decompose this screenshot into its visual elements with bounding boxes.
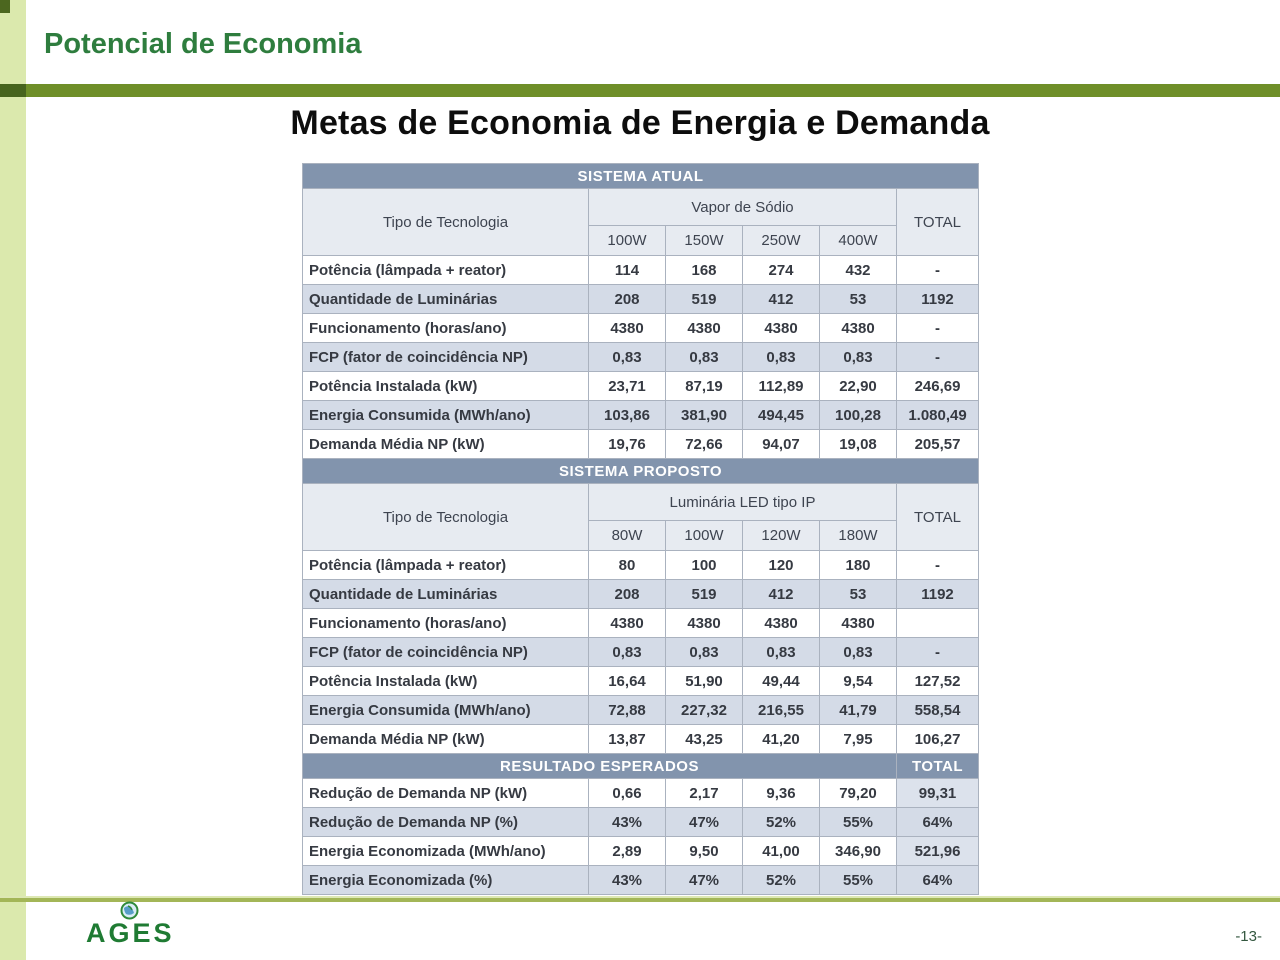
value-cell: 112,89: [743, 372, 820, 401]
row-label: Redução de Demanda NP (%): [303, 808, 589, 837]
value-cell: 120: [743, 551, 820, 580]
table-header-row: [303, 189, 979, 226]
group-label-cell: Vapor de Sódio: [589, 189, 897, 226]
wattage-cell: 100W: [589, 226, 666, 256]
table-row: [303, 343, 979, 372]
value-cell: 52%: [743, 866, 820, 895]
value-cell: 43%: [589, 808, 666, 837]
value-cell: 168: [666, 256, 743, 285]
total-cell: 64%: [897, 866, 979, 895]
value-cell: 13,87: [589, 725, 666, 754]
wattage-cell: 100W: [666, 521, 743, 551]
value-cell: 43,25: [666, 725, 743, 754]
table-row: [303, 314, 979, 343]
section-band-label: SISTEMA PROPOSTO: [303, 459, 979, 484]
value-cell: 519: [666, 580, 743, 609]
table-header-row: [303, 484, 979, 521]
value-cell: 23,71: [589, 372, 666, 401]
row-label: Energia Consumida (MWh/ano): [303, 696, 589, 725]
total-cell: [897, 609, 979, 638]
value-cell: 53: [820, 285, 897, 314]
value-cell: 4380: [589, 609, 666, 638]
value-cell: 22,90: [820, 372, 897, 401]
row-label: Potência (lâmpada + reator): [303, 256, 589, 285]
value-cell: 0,83: [589, 343, 666, 372]
value-cell: 0,83: [820, 638, 897, 667]
value-cell: 4380: [589, 314, 666, 343]
value-cell: 87,19: [666, 372, 743, 401]
value-cell: 47%: [666, 808, 743, 837]
logo-text: AGES: [86, 918, 175, 948]
value-cell: 4380: [666, 609, 743, 638]
value-cell: 72,88: [589, 696, 666, 725]
header-divider-bar: [0, 84, 1280, 97]
value-cell: 19,76: [589, 430, 666, 459]
value-cell: 4380: [743, 314, 820, 343]
group-label-cell: Luminária LED tipo IP: [589, 484, 897, 521]
table-row: [303, 779, 979, 808]
value-cell: 47%: [666, 866, 743, 895]
row-label: Energia Consumida (MWh/ano): [303, 401, 589, 430]
value-cell: 0,83: [666, 638, 743, 667]
value-cell: 494,45: [743, 401, 820, 430]
section-band-row: [303, 459, 979, 484]
wattage-cell: 80W: [589, 521, 666, 551]
total-cell: -: [897, 551, 979, 580]
value-cell: 0,66: [589, 779, 666, 808]
value-cell: 55%: [820, 808, 897, 837]
results-band-label: RESULTADO ESPERADOS: [303, 754, 897, 779]
value-cell: 2,89: [589, 837, 666, 866]
value-cell: 19,08: [820, 430, 897, 459]
value-cell: 16,64: [589, 667, 666, 696]
table-row: [303, 401, 979, 430]
table-row: [303, 609, 979, 638]
value-cell: 79,20: [820, 779, 897, 808]
value-cell: 9,50: [666, 837, 743, 866]
row-label: FCP (fator de coincidência NP): [303, 638, 589, 667]
header-divider-bar-dark-segment: [0, 84, 26, 97]
total-header-cell: TOTAL: [897, 484, 979, 551]
value-cell: 0,83: [666, 343, 743, 372]
value-cell: 4380: [820, 314, 897, 343]
value-cell: 4380: [666, 314, 743, 343]
value-cell: 0,83: [743, 638, 820, 667]
results-total-header: TOTAL: [897, 754, 979, 779]
value-cell: 114: [589, 256, 666, 285]
table-row: [303, 866, 979, 895]
page-number: -13-: [1235, 928, 1262, 945]
value-cell: 381,90: [666, 401, 743, 430]
page-title: Potencial de Economia: [44, 28, 362, 60]
row-label: Redução de Demanda NP (kW): [303, 779, 589, 808]
value-cell: 4380: [820, 609, 897, 638]
row-label: Funcionamento (horas/ano): [303, 609, 589, 638]
value-cell: 51,90: [666, 667, 743, 696]
row-label: Potência Instalada (kW): [303, 372, 589, 401]
value-cell: 43%: [589, 866, 666, 895]
row-label: Demanda Média NP (kW): [303, 430, 589, 459]
value-cell: 0,83: [589, 638, 666, 667]
section-band-row: [303, 164, 979, 189]
table-row: [303, 285, 979, 314]
value-cell: 180: [820, 551, 897, 580]
section-band-label: SISTEMA ATUAL: [303, 164, 979, 189]
energy-table: [302, 163, 979, 895]
energy-table-wrap: [302, 163, 978, 895]
total-cell: 1192: [897, 580, 979, 609]
value-cell: 53: [820, 580, 897, 609]
value-cell: 346,90: [820, 837, 897, 866]
wattage-cell: 120W: [743, 521, 820, 551]
value-cell: 80: [589, 551, 666, 580]
value-cell: 274: [743, 256, 820, 285]
row-label: Energia Economizada (%): [303, 866, 589, 895]
wattage-cell: 180W: [820, 521, 897, 551]
left-accent-strip: [0, 0, 26, 960]
value-cell: 7,95: [820, 725, 897, 754]
total-cell: 205,57: [897, 430, 979, 459]
total-cell: -: [897, 638, 979, 667]
row-label: Funcionamento (horas/ano): [303, 314, 589, 343]
value-cell: 72,66: [666, 430, 743, 459]
table-row: [303, 372, 979, 401]
total-cell: -: [897, 343, 979, 372]
total-cell: 1192: [897, 285, 979, 314]
value-cell: 9,54: [820, 667, 897, 696]
wattage-cell: 250W: [743, 226, 820, 256]
value-cell: 103,86: [589, 401, 666, 430]
value-cell: 0,83: [820, 343, 897, 372]
total-cell: 1.080,49: [897, 401, 979, 430]
wattage-cell: 150W: [666, 226, 743, 256]
total-cell: 246,69: [897, 372, 979, 401]
table-row: [303, 696, 979, 725]
slide-title: Metas de Economia de Energia e Demanda: [290, 104, 990, 142]
value-cell: 41,20: [743, 725, 820, 754]
total-cell: 106,27: [897, 725, 979, 754]
row-label: FCP (fator de coincidência NP): [303, 343, 589, 372]
total-cell: 99,31: [897, 779, 979, 808]
value-cell: 94,07: [743, 430, 820, 459]
corner-accent-block: [0, 0, 10, 13]
value-cell: 52%: [743, 808, 820, 837]
table-row: [303, 256, 979, 285]
total-cell: -: [897, 314, 979, 343]
row-label: Demanda Média NP (kW): [303, 725, 589, 754]
value-cell: 100: [666, 551, 743, 580]
tech-label-cell: Tipo de Tecnologia: [303, 484, 589, 551]
value-cell: 432: [820, 256, 897, 285]
table-row: [303, 837, 979, 866]
value-cell: 216,55: [743, 696, 820, 725]
value-cell: 2,17: [666, 779, 743, 808]
total-cell: -: [897, 256, 979, 285]
total-cell: 521,96: [897, 837, 979, 866]
results-band-row: [303, 754, 979, 779]
table-row: [303, 725, 979, 754]
table-row: [303, 430, 979, 459]
value-cell: 0,83: [743, 343, 820, 372]
total-cell: 127,52: [897, 667, 979, 696]
row-label: Quantidade de Luminárias: [303, 580, 589, 609]
total-header-cell: TOTAL: [897, 189, 979, 256]
row-label: Quantidade de Luminárias: [303, 285, 589, 314]
value-cell: 55%: [820, 866, 897, 895]
table-row: [303, 638, 979, 667]
ages-logo: [86, 901, 175, 948]
value-cell: 208: [589, 285, 666, 314]
value-cell: 4380: [743, 609, 820, 638]
wattage-cell: 400W: [820, 226, 897, 256]
row-label: Energia Economizada (MWh/ano): [303, 837, 589, 866]
footer-divider-line: [0, 896, 1280, 902]
value-cell: 208: [589, 580, 666, 609]
value-cell: 41,00: [743, 837, 820, 866]
total-cell: 558,54: [897, 696, 979, 725]
total-cell: 64%: [897, 808, 979, 837]
table-row: [303, 551, 979, 580]
table-row: [303, 808, 979, 837]
value-cell: 412: [743, 285, 820, 314]
table-row: [303, 667, 979, 696]
value-cell: 412: [743, 580, 820, 609]
value-cell: 100,28: [820, 401, 897, 430]
value-cell: 227,32: [666, 696, 743, 725]
value-cell: 49,44: [743, 667, 820, 696]
value-cell: 41,79: [820, 696, 897, 725]
row-label: Potência (lâmpada + reator): [303, 551, 589, 580]
table-row: [303, 580, 979, 609]
row-label: Potência Instalada (kW): [303, 667, 589, 696]
value-cell: 9,36: [743, 779, 820, 808]
value-cell: 519: [666, 285, 743, 314]
tech-label-cell: Tipo de Tecnologia: [303, 189, 589, 256]
